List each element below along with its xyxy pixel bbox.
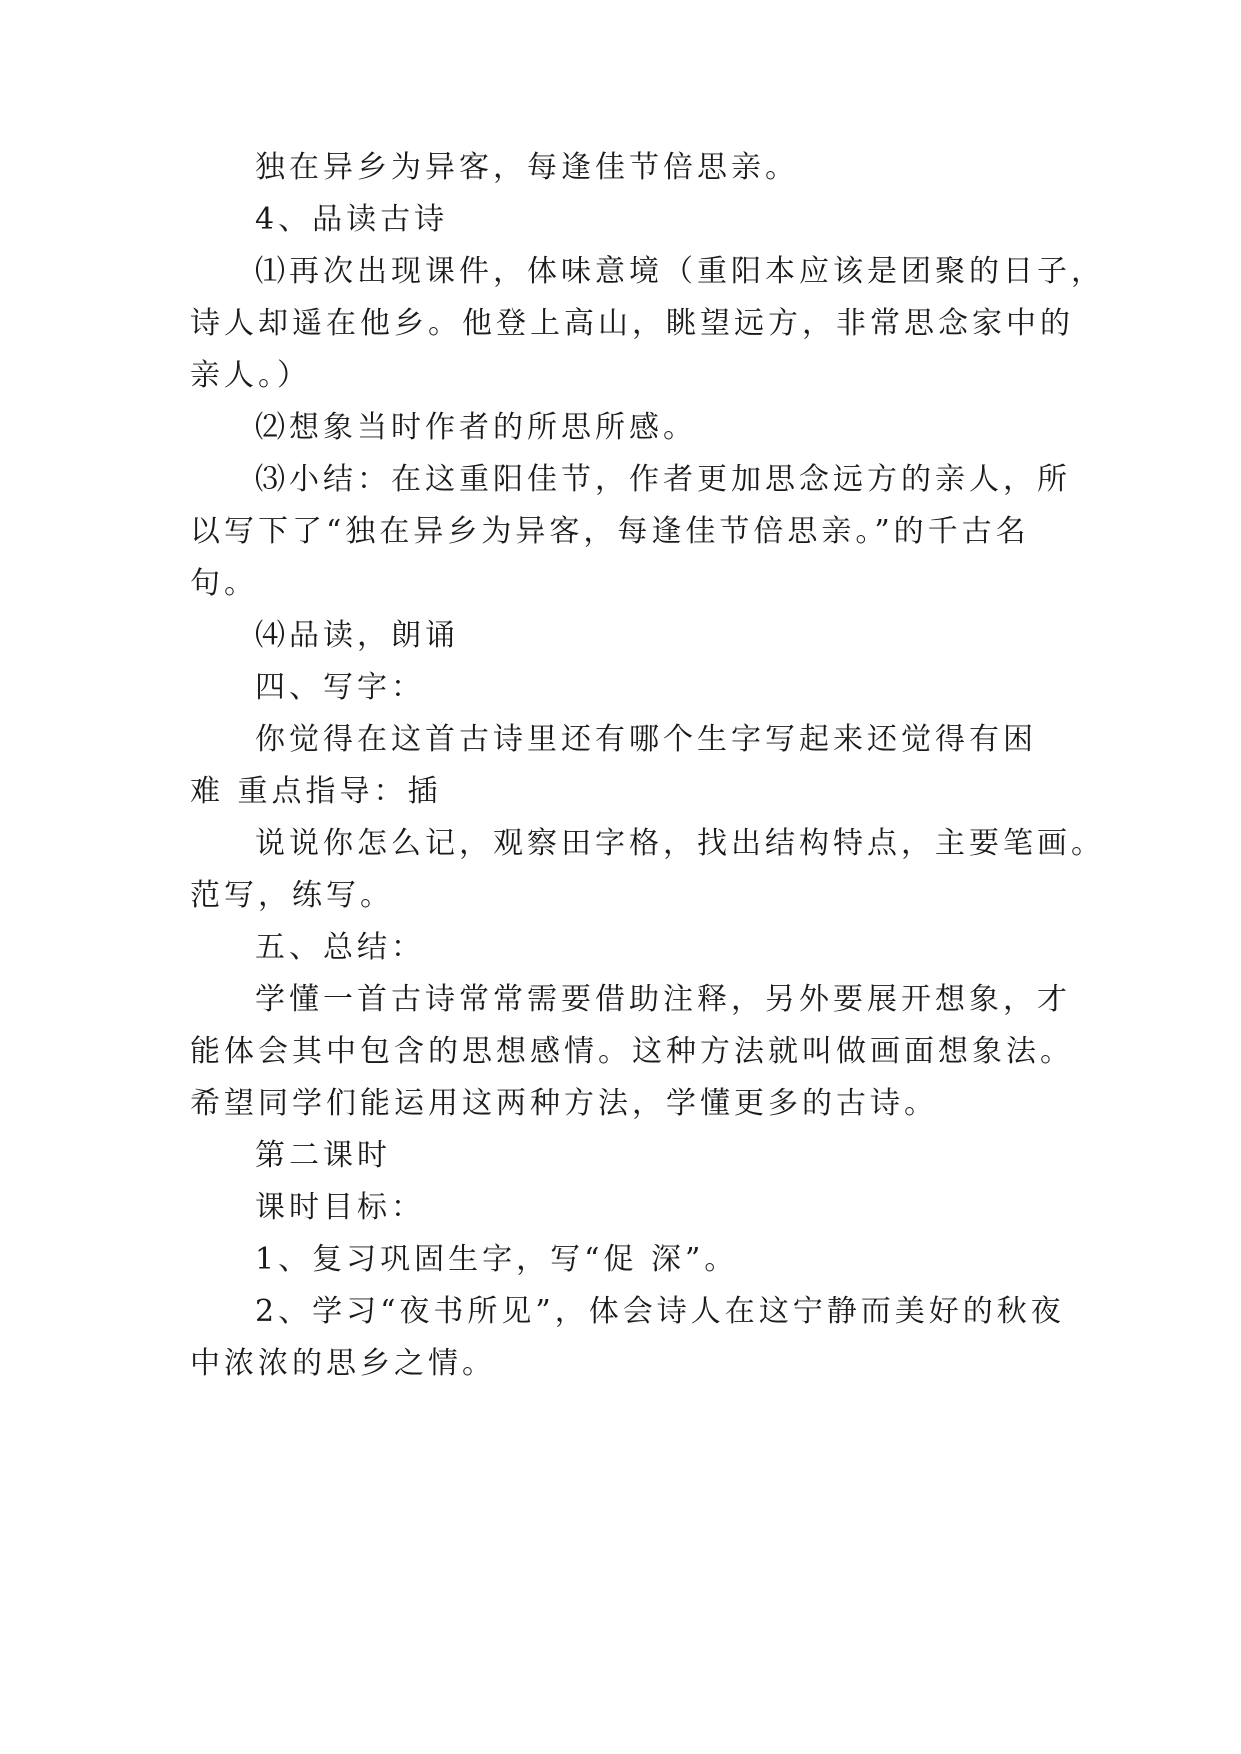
text-line: 难 重点指导：插 (190, 774, 442, 809)
text-line: ⑴再次出现课件，体味意境（重阳本应该是团聚的日子， (255, 254, 1105, 289)
text-line: 课时目标： (255, 1190, 425, 1225)
text-line: 能体会其中包含的思想感情。这种方法就叫做画面想象法。 (190, 1034, 1074, 1069)
text-line: 4、品读古诗 (255, 202, 449, 237)
text-line: 独在异乡为异客，每逢佳节倍思亲。 (255, 150, 799, 185)
text-line: 五、总结： (255, 930, 425, 965)
text-line: 说说你怎么记，观察田字格，找出结构特点，主要笔画。 (255, 826, 1105, 861)
text-line: 诗人却遥在他乡。他登上高山，眺望远方，非常思念家中的 (190, 306, 1074, 341)
text-line: ⑵想象当时作者的所思所感。 (255, 410, 697, 445)
text-line: 中浓浓的思乡之情。 (190, 1346, 496, 1381)
text-line: 以写下了“独在异乡为异客，每逢佳节倍思亲。”的千古名 (190, 514, 1030, 549)
text-line: ⑶小结：在这重阳佳节，作者更加思念远方的亲人，所 (255, 462, 1071, 497)
text-line: ⑷品读，朗诵 (255, 618, 459, 653)
text-line: 句。 (190, 566, 258, 601)
text-line: 1、复习巩固生字，写“促 深”。 (255, 1242, 739, 1277)
text-line: 你觉得在这首古诗里还有哪个生字写起来还觉得有困 (255, 722, 1037, 757)
text-line: 第二课时 (255, 1138, 391, 1173)
text-line: 2、学习“夜书所见”，体会诗人在这宁静而美好的秋夜 (255, 1294, 1065, 1329)
text-line: 希望同学们能运用这两种方法，学懂更多的古诗。 (190, 1086, 938, 1121)
text-line: 范写，练写。 (190, 878, 394, 913)
text-line: 四、写字： (255, 670, 425, 705)
text-line: 学懂一首古诗常常需要借助注释，另外要展开想象，才 (255, 982, 1071, 1017)
text-line: 亲人。） (190, 358, 311, 393)
